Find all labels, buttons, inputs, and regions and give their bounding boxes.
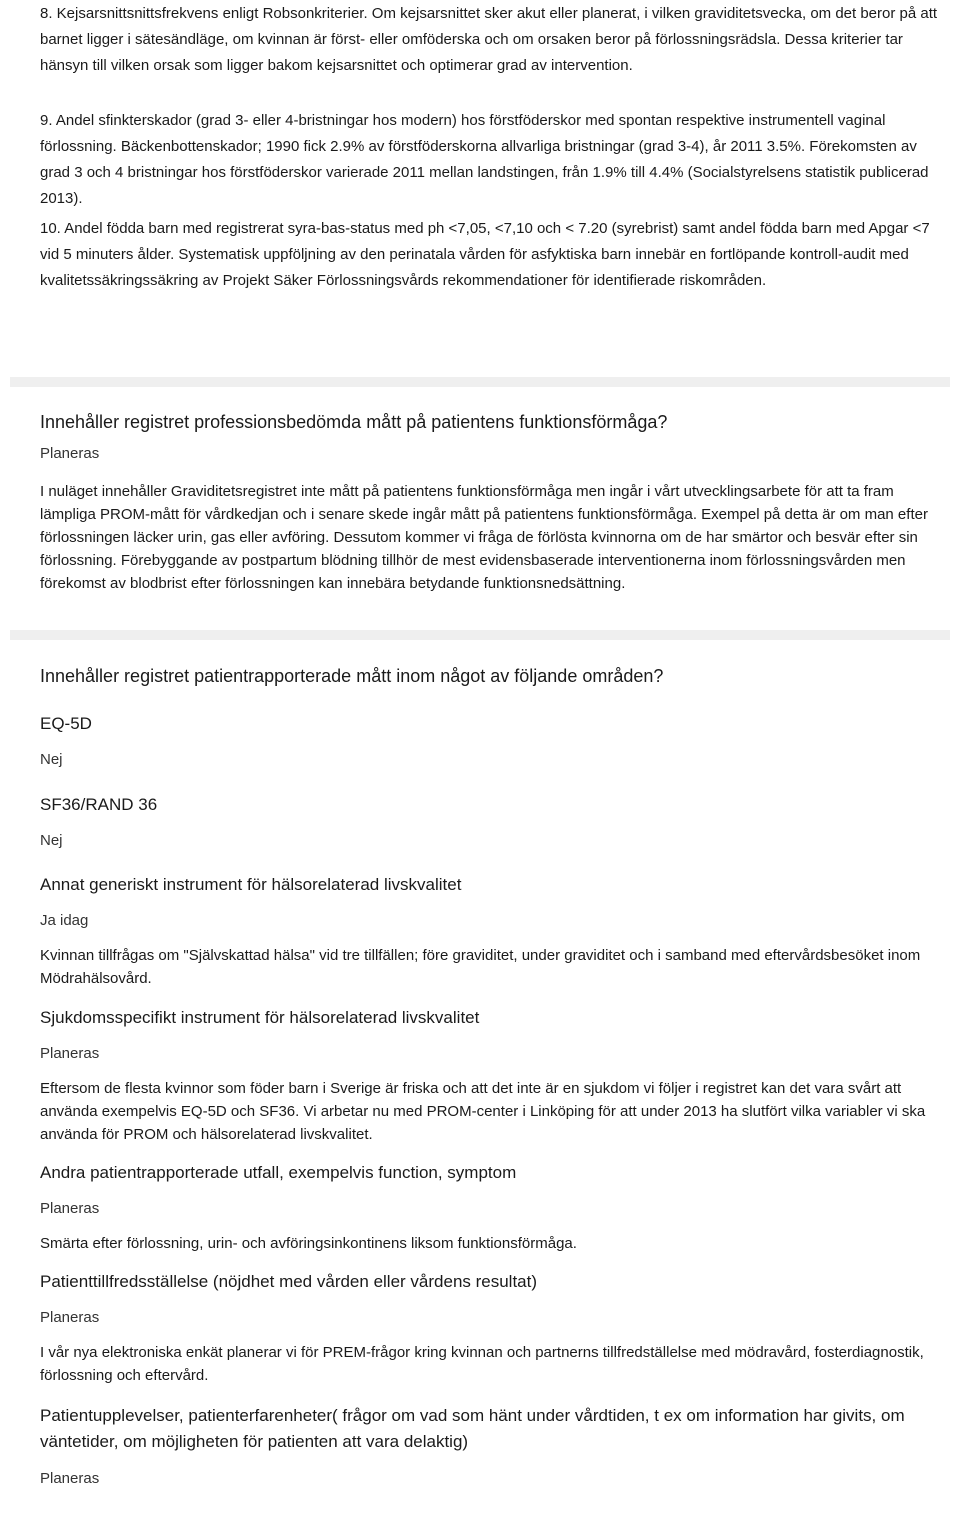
prom-item-answer: Planeras bbox=[40, 1309, 100, 1326]
list-item-9: 9. Andel sfinkterskador (grad 3- eller 4-bristningar hos modern) hos förstföderskor med spontan respektive instrumentell vaginal förlossning. Bäckenbottenskador; 1990 fick 2.9% av förstföderskorna allvarliga bristningar (grad 3-4), år 2011 3.5%. Förekomsten av grad 3 och 4 bristningar hos förstföderskor varierade 2011 mellan landstingen, från 1.9% till 4.4% (Socialstyrelsens statistik publicerad 2013). bbox=[40, 112, 929, 207]
question-heading: Innehåller registret patientrapporterade mått inom något av följande områden? bbox=[40, 666, 664, 686]
prom-item-title: Annat generiskt instrument för hälsorelaterad livskvalitet bbox=[40, 875, 462, 894]
prom-item-title: EQ-5D bbox=[40, 714, 92, 733]
list-item-8: 8. Kejsarsnittsnittsfrekvens enligt Robsonkriterier. Om kejsarsnittet sker akut eller planerat, i vilken graviditetsvecka, om det beror på att barnet ligger i sätesändläge, om kvinnan är först- eller omföderska och om orsaken beror på förlossningsrädsla. Dessa kriterier tar hänsyn till vilken orsak som ligger bakom kejsarsnittet och optimerar grad av intervention. bbox=[40, 5, 938, 74]
prom-item-answer: Planeras bbox=[40, 1045, 100, 1062]
answer-body: I nuläget innehåller Graviditetsregistret inte mått på patientens funktionsförmåga men ingår i vårt utvecklingsarbete för att ta fram lämpliga PROM-mått för vårdkedjan och i senare skede ingår mått på patientens funktionsförmåga. Exempel på detta är om man efter förlossningen läcker urin, gas eller avföring. Dessutom kommer vi fråga de förlösta kvinnorna om de har smärtor och besvär efter sin förlossning. Förebyggande av postpartum blödning tillhör de mest evidensbaserade interventionerna inom förlossningsvården men förekomst av blodbrist efter förlossningen kan innebära betydande funktionsnedsättning. bbox=[40, 483, 928, 592]
prom-item-body: I vår nya elektroniska enkät planerar vi för PREM-frågor kring kvinnan och partnerns tillfredställelse med mödravård, fosterdiagnostik, förlossning och eftervård. bbox=[40, 1344, 924, 1384]
prom-item bbox=[40, 1006, 930, 1146]
prom-section bbox=[40, 662, 930, 690]
answer-status: Planeras bbox=[40, 445, 100, 462]
prom-item-answer: Nej bbox=[40, 751, 63, 768]
prom-item-title: Andra patientrapporterade utfall, exempelvis function, symptom bbox=[40, 1163, 517, 1182]
prom-item bbox=[40, 1270, 930, 1387]
prom-item-body: Kvinnan tillfrågas om "Självskattad hälsa" vid tre tillfällen; före graviditet, under graviditet och i samband med eftervårdsbesöket inom Mödrahälsovård. bbox=[40, 947, 921, 987]
section-divider bbox=[10, 630, 950, 640]
prom-item-title: Sjukdomsspecifikt instrument för hälsorelaterad livskvalitet bbox=[40, 1008, 480, 1027]
prom-item-answer: Nej bbox=[40, 832, 63, 849]
functional-section bbox=[40, 408, 930, 595]
prom-item-title: Patientupplevelser, patienterfarenheter( frågor om vad som hänt under vårdtiden, t ex om information har givits, om väntetider, om möjligheten för patienten att vara delaktig) bbox=[40, 1406, 905, 1451]
prom-item-title: SF36/RAND 36 bbox=[40, 795, 158, 814]
prom-item bbox=[40, 873, 930, 990]
prom-item-title: Patienttillfredsställelse (nöjdhet med vården eller vårdens resultat) bbox=[40, 1272, 538, 1291]
prom-item bbox=[40, 712, 930, 770]
prom-item bbox=[40, 793, 930, 851]
prom-item-body: Smärta efter förlossning, urin- och avföringsinkontinens liksom funktionsförmåga. bbox=[40, 1235, 577, 1252]
prom-item-answer: Ja idag bbox=[40, 912, 89, 929]
prom-item bbox=[40, 1403, 930, 1489]
prom-item-body: Eftersom de flesta kvinnor som föder barn i Sverige är friska och att det inte är en sjukdom vi följer i registret kan det vara svårt att använda exempelvis EQ-5D och SF36. Vi arbetar nu med PROM-center i Linköping för att under 2013 ha slutfört vilka variabler vi ska använda för PROM och hälsorelaterad livskvalitet. bbox=[40, 1080, 926, 1143]
section-divider bbox=[10, 377, 950, 387]
question-heading: Innehåller registret professionsbedömda mått på patientens funktionsförmåga? bbox=[40, 412, 668, 432]
prom-item-answer: Planeras bbox=[40, 1200, 100, 1217]
prom-item-answer: Planeras bbox=[40, 1470, 100, 1487]
list-item-10: 10. Andel födda barn med registrerat syra-bas-status med ph <7,05, <7,10 och < 7.20 (syrebrist) samt andel födda barn med Apgar <7 vid 5 minuters ålder. Systematisk uppföljning av den perinatala vården för asfyktiska barn innebär en fortlöpande kontroll-audit med kvalitetssäkringssäkring av Projekt Säker Förlossningsvårds rekommendationer för identifierade riskområden. bbox=[40, 220, 930, 289]
prom-item bbox=[40, 1161, 930, 1255]
